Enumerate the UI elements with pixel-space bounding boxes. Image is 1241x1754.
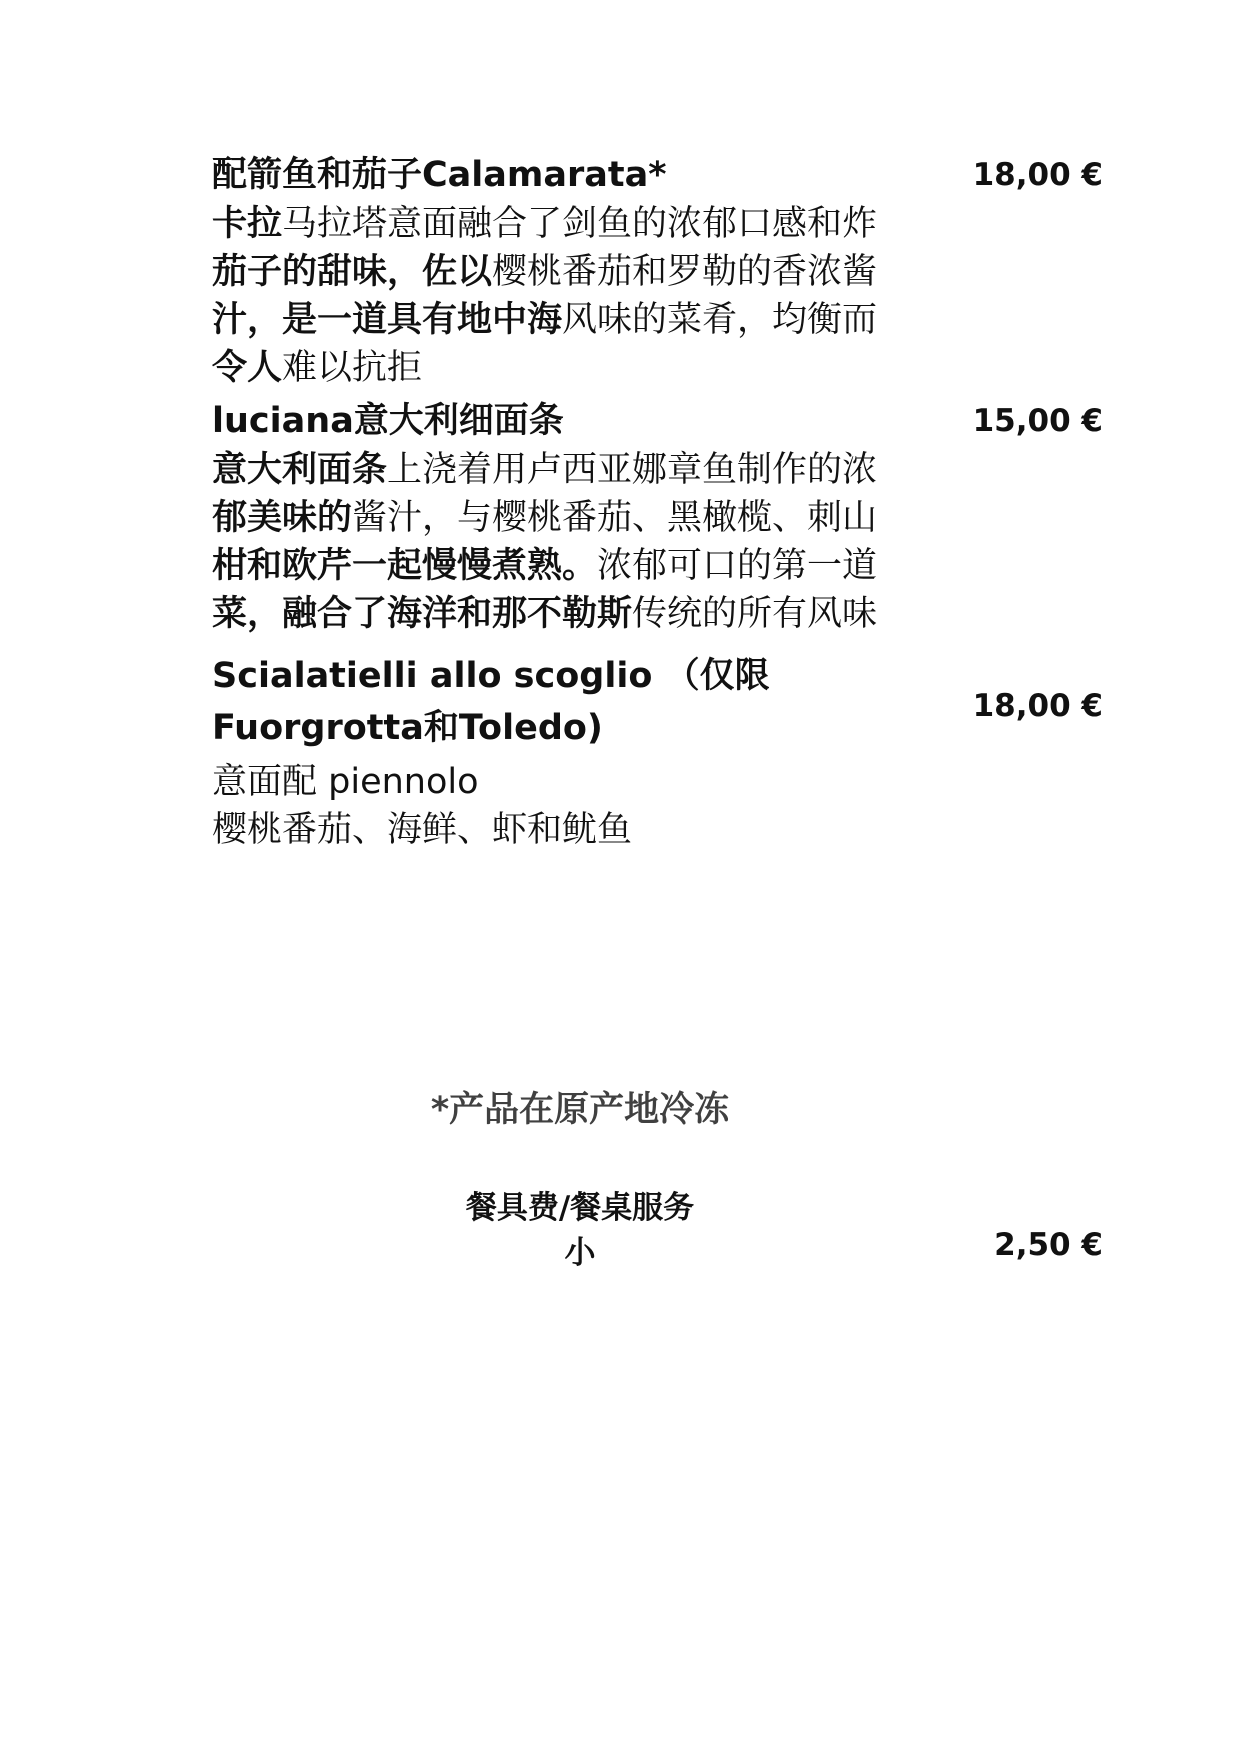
item-description (212, 446, 932, 638)
description-segment: 浓郁可口的第一道 (597, 546, 878, 586)
description-segment: 菜，融合了海洋和那不勒斯 (212, 594, 633, 634)
item-price: 18,00 € (972, 688, 1103, 724)
description-line (212, 344, 932, 392)
description-segment: 汁，是一道具有地中海 (212, 300, 563, 340)
item-name-line: Scialatielli allo scoglio （仅限 (212, 656, 770, 696)
item-name: 配箭鱼和茄子Calamarata* (212, 155, 667, 195)
description-segment: 柑和欧芹一起慢慢煮熟。 (212, 546, 598, 586)
description-line: 意面配 piennolo (212, 762, 479, 802)
description-line (212, 494, 932, 542)
description-line (212, 296, 932, 344)
item-description (212, 200, 932, 392)
service-charge-price: 2,50 € (994, 1227, 1103, 1263)
description-line (212, 248, 932, 296)
description-line (212, 590, 932, 638)
item-name-line: Fuorgrotta和Toledo) (212, 708, 603, 748)
service-charge-title: 餐具费/餐桌服务 (465, 1190, 695, 1226)
service-charge-size: 小 (564, 1235, 596, 1271)
menu-item-scialatielli (212, 650, 1212, 854)
item-description (212, 758, 932, 854)
item-price: 18,00 € (972, 157, 1103, 193)
description-segment: 茄子的甜味，佐以 (212, 252, 493, 292)
description-segment: 难以抗拒 (282, 348, 423, 388)
item-name: luciana意大利细面条 (212, 401, 564, 441)
description-line: 樱桃番茄、海鲜、虾和鱿鱼 (212, 810, 633, 850)
description-segment: 令人 (212, 348, 283, 388)
description-segment: 郁美味的 (212, 498, 353, 538)
description-segment: 樱桃番茄和罗勒的香浓酱 (492, 252, 878, 292)
description-segment: 传统的所有风味 (632, 594, 878, 634)
description-segment: 酱汁，与樱桃番茄、黑橄榄、刺山 (352, 498, 878, 538)
description-segment: 卡拉 (212, 204, 283, 244)
description-segment: 马拉塔意面融合了剑鱼的浓郁口感和炸 (282, 204, 878, 244)
description-segment: 意大利面条 (212, 450, 388, 490)
description-line (212, 446, 932, 494)
description-segment: 上浇着用卢西亚娜章鱼制作的浓 (387, 450, 878, 490)
item-price: 15,00 € (972, 403, 1103, 439)
frozen-footnote: *产品在原产地冷冻 (430, 1090, 730, 1130)
description-line (212, 200, 932, 248)
description-segment: 风味的菜肴，均衡而 (562, 300, 878, 340)
description-line (212, 542, 932, 590)
